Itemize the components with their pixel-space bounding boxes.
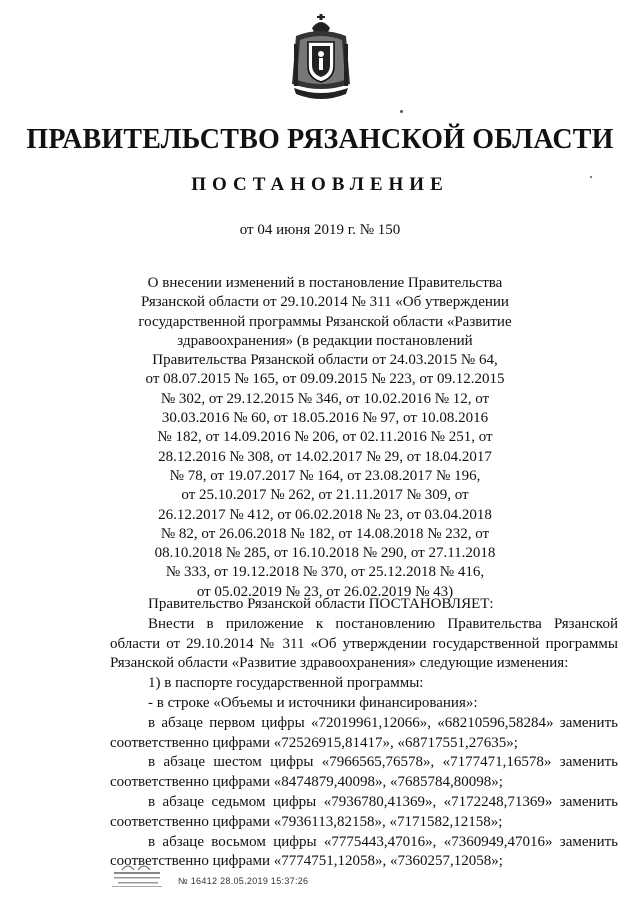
document-type-heading: ПОСТАНОВЛЕНИЕ (191, 174, 449, 195)
scan-speck (400, 110, 403, 113)
coat-of-arms-emblem (288, 14, 354, 104)
subject-line: государственной программы Рязанской области «Развитие (138, 313, 512, 330)
subject-line: 26.12.2017 № 412, от 06.02.2018 № 23, от 03.04.2018 (158, 506, 492, 523)
body-line: в абзаце шестом цифры «7966565,76578», «7177471,16578» заменить (148, 754, 618, 771)
subject-line: № 302, от 29.12.2015 № 346, от 10.02.2016 № 12, от (160, 390, 490, 407)
office-stamp-icon (108, 860, 168, 892)
subject-line: О внесении изменений в постановление Правительства (147, 275, 503, 291)
body-line: в абзаце седьмом цифры «7936780,41369», «7172248,71369» заменить (148, 793, 618, 810)
subject-line: здравоохранения» (в редакции постановлений (177, 332, 473, 349)
body-line: соответственно цифрами «7774751,12058», «7360257,12058»; (110, 853, 503, 870)
subject-line: 08.10.2018 № 285, от 16.10.2018 № 290, от 27.11.2018 (154, 545, 496, 562)
registration-number: № 16412 28.05.2019 15:37:26 (178, 876, 309, 886)
subject-line: 30.03.2016 № 60, от 18.05.2016 № 97, от 10.08.2016 (161, 410, 489, 427)
subject-line: Рязанской области от 29.10.2014 № 311 «Об утверждении (141, 294, 509, 311)
subject-line: № 333, от 19.12.2018 № 370, от 25.12.2018 № 416, (165, 564, 485, 581)
subject-line: от 05.02.2019 № 23, от 26.02.2019 № 43) (196, 583, 454, 600)
scan-speck (590, 176, 592, 178)
body-line: в абзаце восьмом цифры «7775443,47016», «7360949,47016» заменить (148, 833, 618, 850)
body-line: Внести в приложение к постановлению Правительства Рязанской (148, 615, 618, 632)
subject-line: № 78, от 19.07.2017 № 164, от 23.08.2017 № 196, (169, 467, 481, 484)
body-line: - в строке «Объемы и источники финансирования»: (148, 694, 478, 711)
resolution-subject (100, 274, 550, 602)
subject-line: № 182, от 14.09.2016 № 206, от 02.11.2016 № 251, от (157, 429, 493, 446)
body-line: соответственно цифрами «8474879,40098», «7685784,80098»; (110, 774, 503, 791)
organization-title: ПРАВИТЕЛЬСТВО РЯЗАНСКОЙ ОБЛАСТИ (26, 124, 614, 155)
body-line: в абзаце первом цифры «72019961,12066», «68210596,58284» заменить (148, 714, 618, 731)
subject-line: от 25.10.2017 № 262, от 21.11.2017 № 309, от (181, 487, 469, 504)
body-line: 1) в паспорте государственной программы: (148, 675, 424, 692)
resolution-body (110, 595, 618, 872)
body-line: соответственно цифрами «72526915,81417», «68717551,27635»; (110, 734, 518, 751)
subject-line: Правительства Рязанской области от 24.03.2015 № 64, (152, 352, 498, 369)
body-line: соответственно цифрами «7936113,82158», «7171582,12158»; (110, 813, 503, 830)
subject-line: от 08.07.2015 № 165, от 09.09.2015 № 223, от 09.12.2015 (145, 371, 505, 388)
subject-line: № 82, от 26.06.2018 № 182, от 14.08.2018 № 232, от (160, 525, 490, 542)
body-line: Рязанской области «Развитие здравоохранения» следующие изменения: (110, 655, 569, 672)
subject-line: 28.12.2016 № 308, от 14.02.2017 № 29, от 18.04.2017 (158, 448, 492, 465)
body-line: Правительство Рязанской области ПОСТАНОВЛЯЕТ: (148, 596, 494, 612)
document-date-number: от 04 июня 2019 г. № 150 (239, 222, 401, 238)
body-line: области от 29.10.2014 № 311 «Об утверждении государственной программы (110, 635, 618, 652)
